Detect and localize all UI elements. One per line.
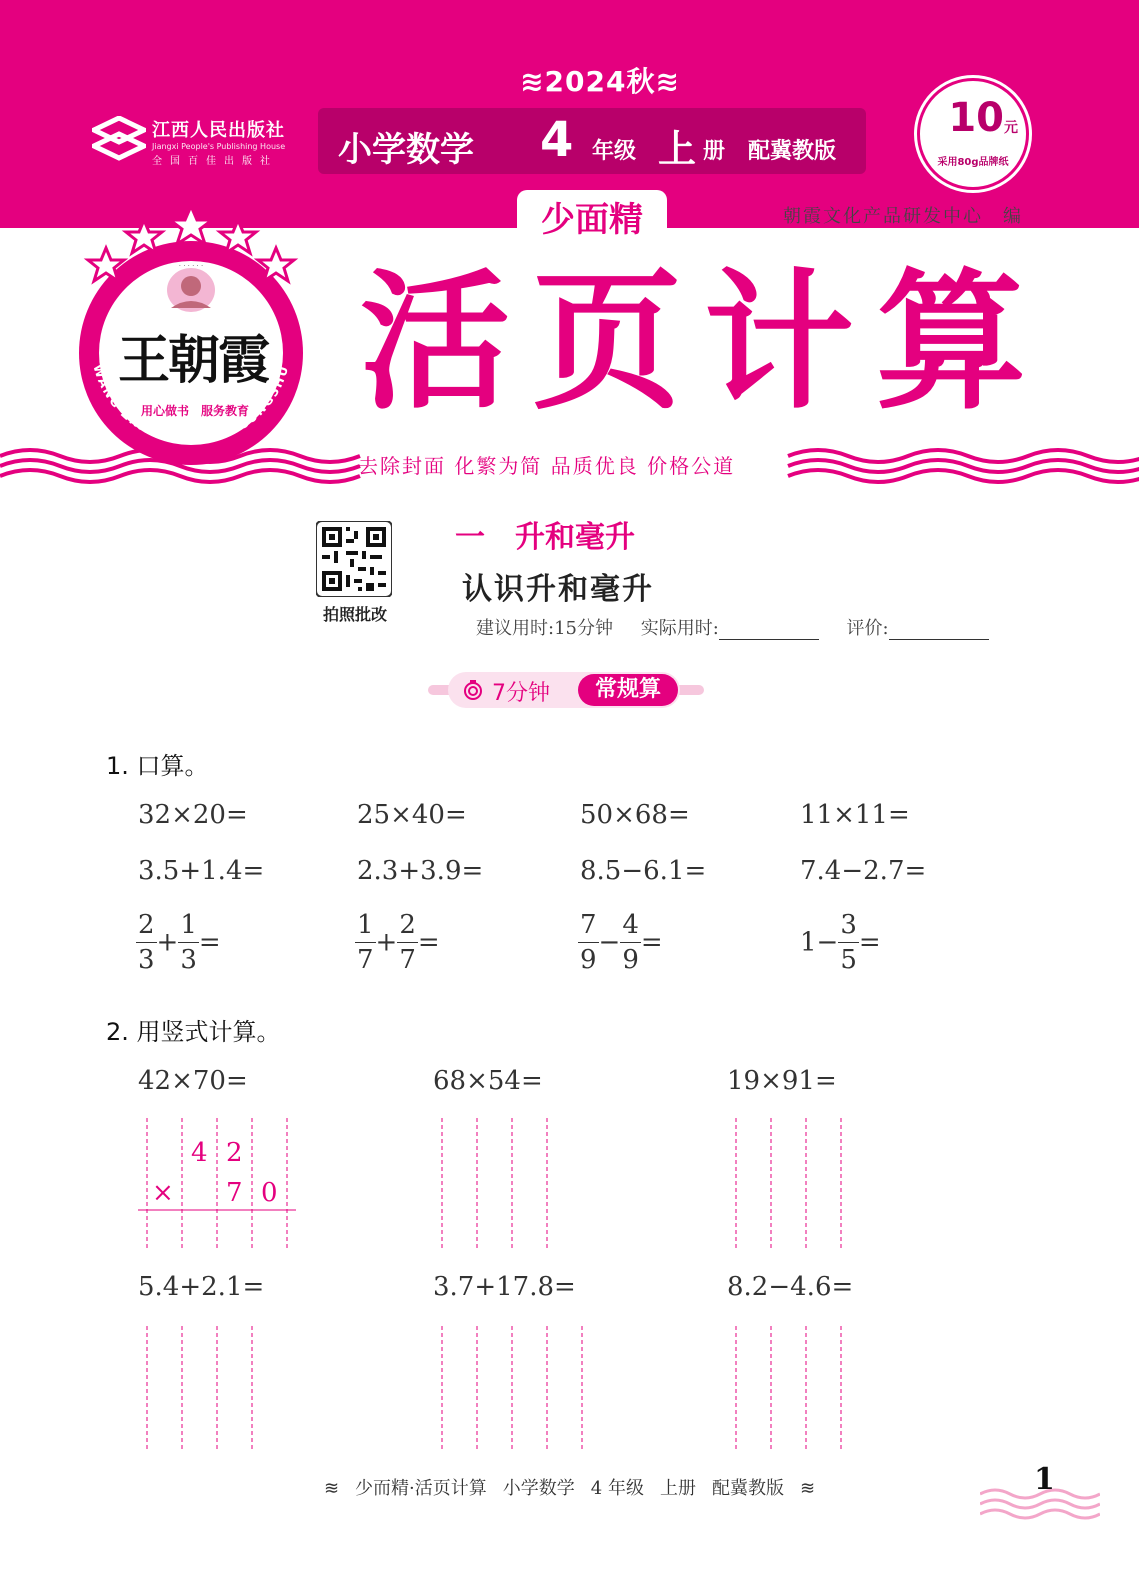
lesson-title: 认识升和毫升 <box>462 572 654 607</box>
q1-heading: 1. 口算。 <box>106 752 209 780</box>
q1-item: 32×20= <box>138 800 248 830</box>
badge-motto: 用心做书 服务教育 <box>140 404 249 418</box>
q1-item: 11×11= <box>800 800 910 830</box>
editor-credit: 朝霞文化产品研发中心 编 <box>783 206 1023 227</box>
practice-tag: 常规算 <box>578 674 678 706</box>
q1-item: 2.3+3.9= <box>357 856 484 886</box>
q1-fraction-item: $\frac{7}{9}$ − $\frac{4}{9}$ = <box>580 910 663 975</box>
publisher-name: 江西人民出版社 <box>152 120 285 141</box>
example-digit: 0 <box>261 1178 278 1208</box>
q2-item: 3.7+17.8= <box>433 1272 576 1302</box>
q1-fraction-item: $\frac{2}{3}$ + $\frac{1}{3}$ = <box>138 910 221 975</box>
q1-item: 50×68= <box>580 800 690 830</box>
page-number: 1 <box>1034 1462 1055 1497</box>
season-label: ≋2024秋≋ <box>520 65 680 98</box>
publisher <box>92 112 322 172</box>
footer-subject: 小学数学 <box>502 1478 575 1499</box>
footer-book: 少而精·活页计算 <box>355 1478 487 1499</box>
footer-wave-right: ≋ <box>799 1478 816 1499</box>
time-row <box>476 614 989 640</box>
work-grid[interactable] <box>138 1326 298 1452</box>
publisher-subtitle: 全国百佳出版社 <box>152 156 278 167</box>
example-digit: 4 <box>191 1138 208 1168</box>
q1-item: 25×40= <box>357 800 467 830</box>
footer-wave-left: ≋ <box>323 1478 340 1499</box>
q2-item: 68×54= <box>433 1066 543 1096</box>
price-number: 10 <box>948 95 1004 141</box>
q1-item: 7.4−2.7= <box>800 856 927 886</box>
q1-fraction-item: $\frac{1}{7}$ + $\frac{2}{7}$ = <box>357 910 440 975</box>
grade-number: 4 <box>540 112 574 168</box>
footer-volume: 上册 <box>659 1478 696 1499</box>
publisher-logo-icon <box>92 116 146 166</box>
q2-item: 42×70= <box>138 1066 248 1096</box>
edition: 配冀教版 <box>748 139 837 164</box>
timer-pill <box>448 672 680 708</box>
footer <box>0 1474 1139 1500</box>
q2-heading: 2. 用竖式计算。 <box>106 1018 281 1046</box>
price-badge <box>917 78 1029 190</box>
q1-item: 3.5+1.4= <box>138 856 265 886</box>
example-sign: × <box>152 1178 174 1208</box>
work-grid[interactable] <box>433 1118 593 1248</box>
price-unit: 元 <box>1004 120 1018 136</box>
suggested-time: 建议用时:15分钟 <box>476 618 613 639</box>
volume: 上 <box>658 127 697 171</box>
actual-time-label: 实际用时: <box>640 618 719 639</box>
footer-edition: 配冀教版 <box>711 1478 784 1499</box>
work-grid[interactable] <box>727 1326 887 1452</box>
q1-item: 8.5−6.1= <box>580 856 707 886</box>
series-tab: 少面精 <box>517 190 667 246</box>
book-title: 活页计算 <box>360 254 1049 430</box>
evaluation-label: 评价: <box>846 618 889 639</box>
badge-name: 王朝霞 <box>117 330 268 391</box>
actual-time-field[interactable] <box>719 621 819 640</box>
work-grid[interactable] <box>727 1118 887 1248</box>
stopwatch-icon <box>462 679 484 701</box>
footer-grade: 4 年级 <box>590 1478 644 1499</box>
evaluation-field[interactable] <box>889 621 989 640</box>
svg-text:WANG ZHAOXIA XILIE CONGSHU: WANG ZHAOXIA XILIE CONGSHU <box>90 362 292 447</box>
subject: 小学数学 <box>338 130 474 170</box>
slogan: 去除封面 化繁为简 品质优良 价格公道 <box>358 454 736 478</box>
publisher-english: Jiangxi People's Publishing House <box>152 142 286 151</box>
qr-code-icon[interactable] <box>316 521 392 597</box>
svg-text:· · · · · ·: · · · · · · <box>178 262 204 270</box>
q2-item: 8.2−4.6= <box>727 1272 854 1302</box>
qr-label: 拍照批改 <box>322 605 387 624</box>
grade-box <box>318 108 866 174</box>
work-grid[interactable] <box>433 1326 593 1452</box>
unit-title: 一 升和毫升 <box>455 520 635 555</box>
example-digit: 2 <box>226 1138 243 1168</box>
q1-fraction-item: 1− $\frac{3}{5}$ = <box>800 910 881 975</box>
q2-item: 19×91= <box>727 1066 837 1096</box>
paper-note: 采用80g品牌纸 <box>937 157 1009 168</box>
grade-unit: 年级 <box>592 139 637 164</box>
volume-unit: 册 <box>703 139 726 164</box>
timer-text: 7分钟 <box>492 681 550 706</box>
q2-item: 5.4+2.1= <box>138 1272 265 1302</box>
example-digit: 7 <box>226 1178 243 1208</box>
